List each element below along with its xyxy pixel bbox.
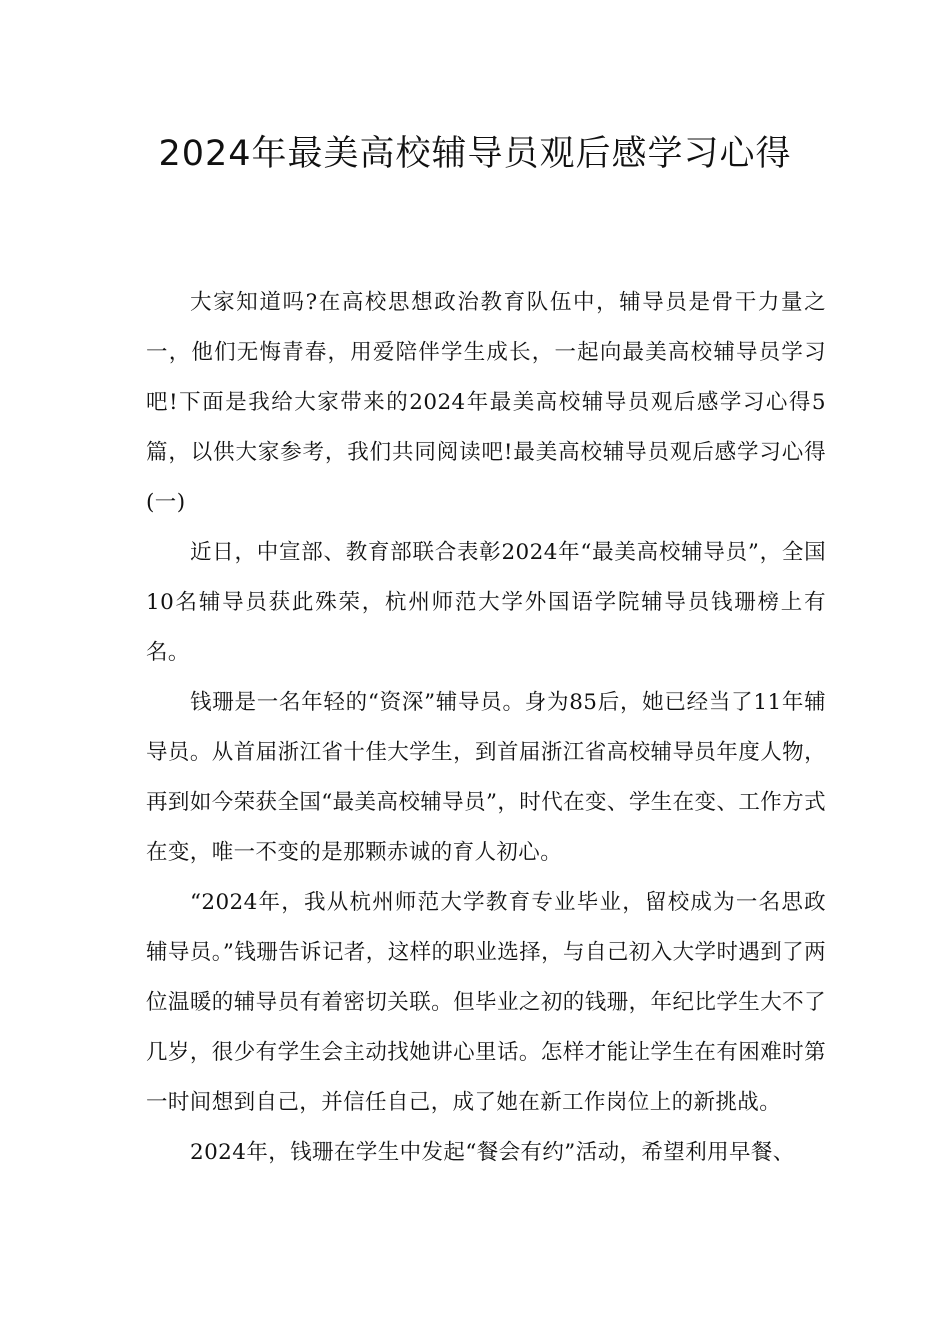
paragraph-career-start: “2024年，我从杭州师范大学教育专业毕业，留校成为一名思政辅导员。”钱珊告诉记者，这样的职业选择，与自己初入大学时遇到了两位温暖的辅导员有着密切关联。但毕业之初的钱珊，年纪比学生大不了几岁，很少有学生会主动找她讲心里话。怎样才能让学生在有困难时第一时间想到自己，并信任自己，成了她在新工作岗位上的新挑战。 [146,890,826,1115]
paragraph-intro: 大家知道吗?在高校思想政治教育队伍中，辅导员是骨干力量之一，他们无悔青春，用爱陪伴学生成长，一起向最美高校辅导员学习吧!下面是我给大家带来的2024年最美高校辅导员观后感学习心得5篇，以供大家参考，我们共同阅读吧!最美高校辅导员观后感学习心得(一) [146,290,826,515]
paragraph-meal-activity: 2024年，钱珊在学生中发起“餐会有约”活动，希望利用早餐、 [190,1140,795,1165]
document-title: 2024年最美高校辅导员观后感学习心得 [158,134,792,174]
paragraph-qian-shan-profile: 钱珊是一名年轻的“资深”辅导员。身为85后，她已经当了11年辅导员。从首届浙江省十佳大学生，到首届浙江省高校辅导员年度人物，再到如今荣获全国“最美高校辅导员”，时代在变、学生在变、工作方式在变，唯一不变的是那颗赤诚的育人初心。 [146,690,826,865]
document-body [146,278,826,1178]
paragraph-commendation: 近日，中宣部、教育部联合表彰2024年“最美高校辅导员”，全国10名辅导员获此殊荣，杭州师范大学外国语学院辅导员钱珊榜上有名。 [146,540,826,665]
